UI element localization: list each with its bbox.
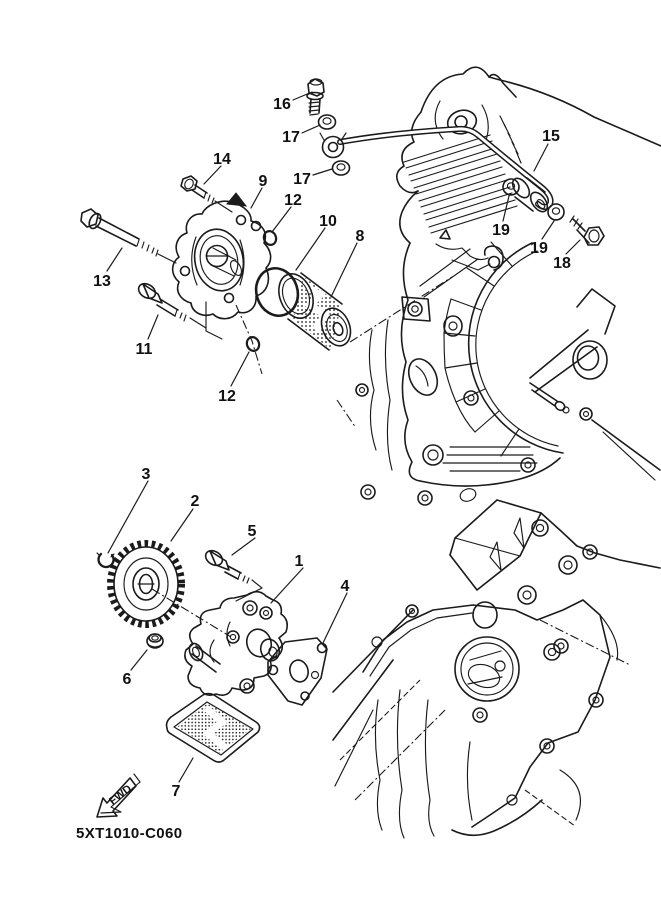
washer-17-lower [333,161,350,175]
fwd-arrow-label: FWD [107,782,135,808]
callout-19: 19 [492,222,510,239]
washer-19-right [548,204,564,220]
banjo-bolt-16 [307,79,324,115]
callout-17: 17 [282,129,300,146]
callout-8: 8 [355,228,365,245]
callout-3: 3 [141,466,151,483]
oil-pipe-assembly [320,129,551,215]
bolt-18 [570,216,604,245]
lower-crankcase-drawing [333,487,660,838]
callout-14: 14 [213,151,231,168]
bolt-11 [136,281,186,321]
callout-19: 19 [530,240,548,257]
callout-11: 11 [135,341,153,358]
callout-7: 7 [171,783,181,800]
callout-18: 18 [553,255,571,272]
banjo-union [323,137,344,158]
fwd-arrow [97,774,140,817]
bushing-6 [147,634,163,648]
callout-1: 1 [294,553,304,570]
callout-10: 10 [319,213,337,230]
callout-15: 15 [542,128,560,145]
callout-9: 9 [258,173,268,190]
callout-13: 13 [93,273,111,290]
bolt-13 [81,209,158,256]
washer-17-upper [319,115,336,129]
washer-19-left [503,179,519,195]
callout-12: 12 [284,192,302,209]
oil-filter-element [273,269,356,350]
rib-fan [444,242,519,456]
bolt-14 [181,176,214,203]
oil-strainer-screen [167,694,260,763]
callout-5: 5 [247,523,257,540]
callout-numbers [93,96,571,800]
oil-pump-cover [173,193,271,319]
drawing-code: 5XT1010-C060 [76,825,183,842]
callout-17: 17 [293,171,311,188]
pump-drive-gear [111,544,182,625]
bolt-5 [203,548,249,583]
callout-12: 12 [218,388,236,405]
callout-leaders [107,92,580,782]
pump-gasket-plate [268,638,327,705]
callout-2: 2 [190,493,200,510]
callout-4: 4 [340,578,350,595]
callout-6: 6 [122,671,132,688]
callout-16: 16 [273,96,291,113]
